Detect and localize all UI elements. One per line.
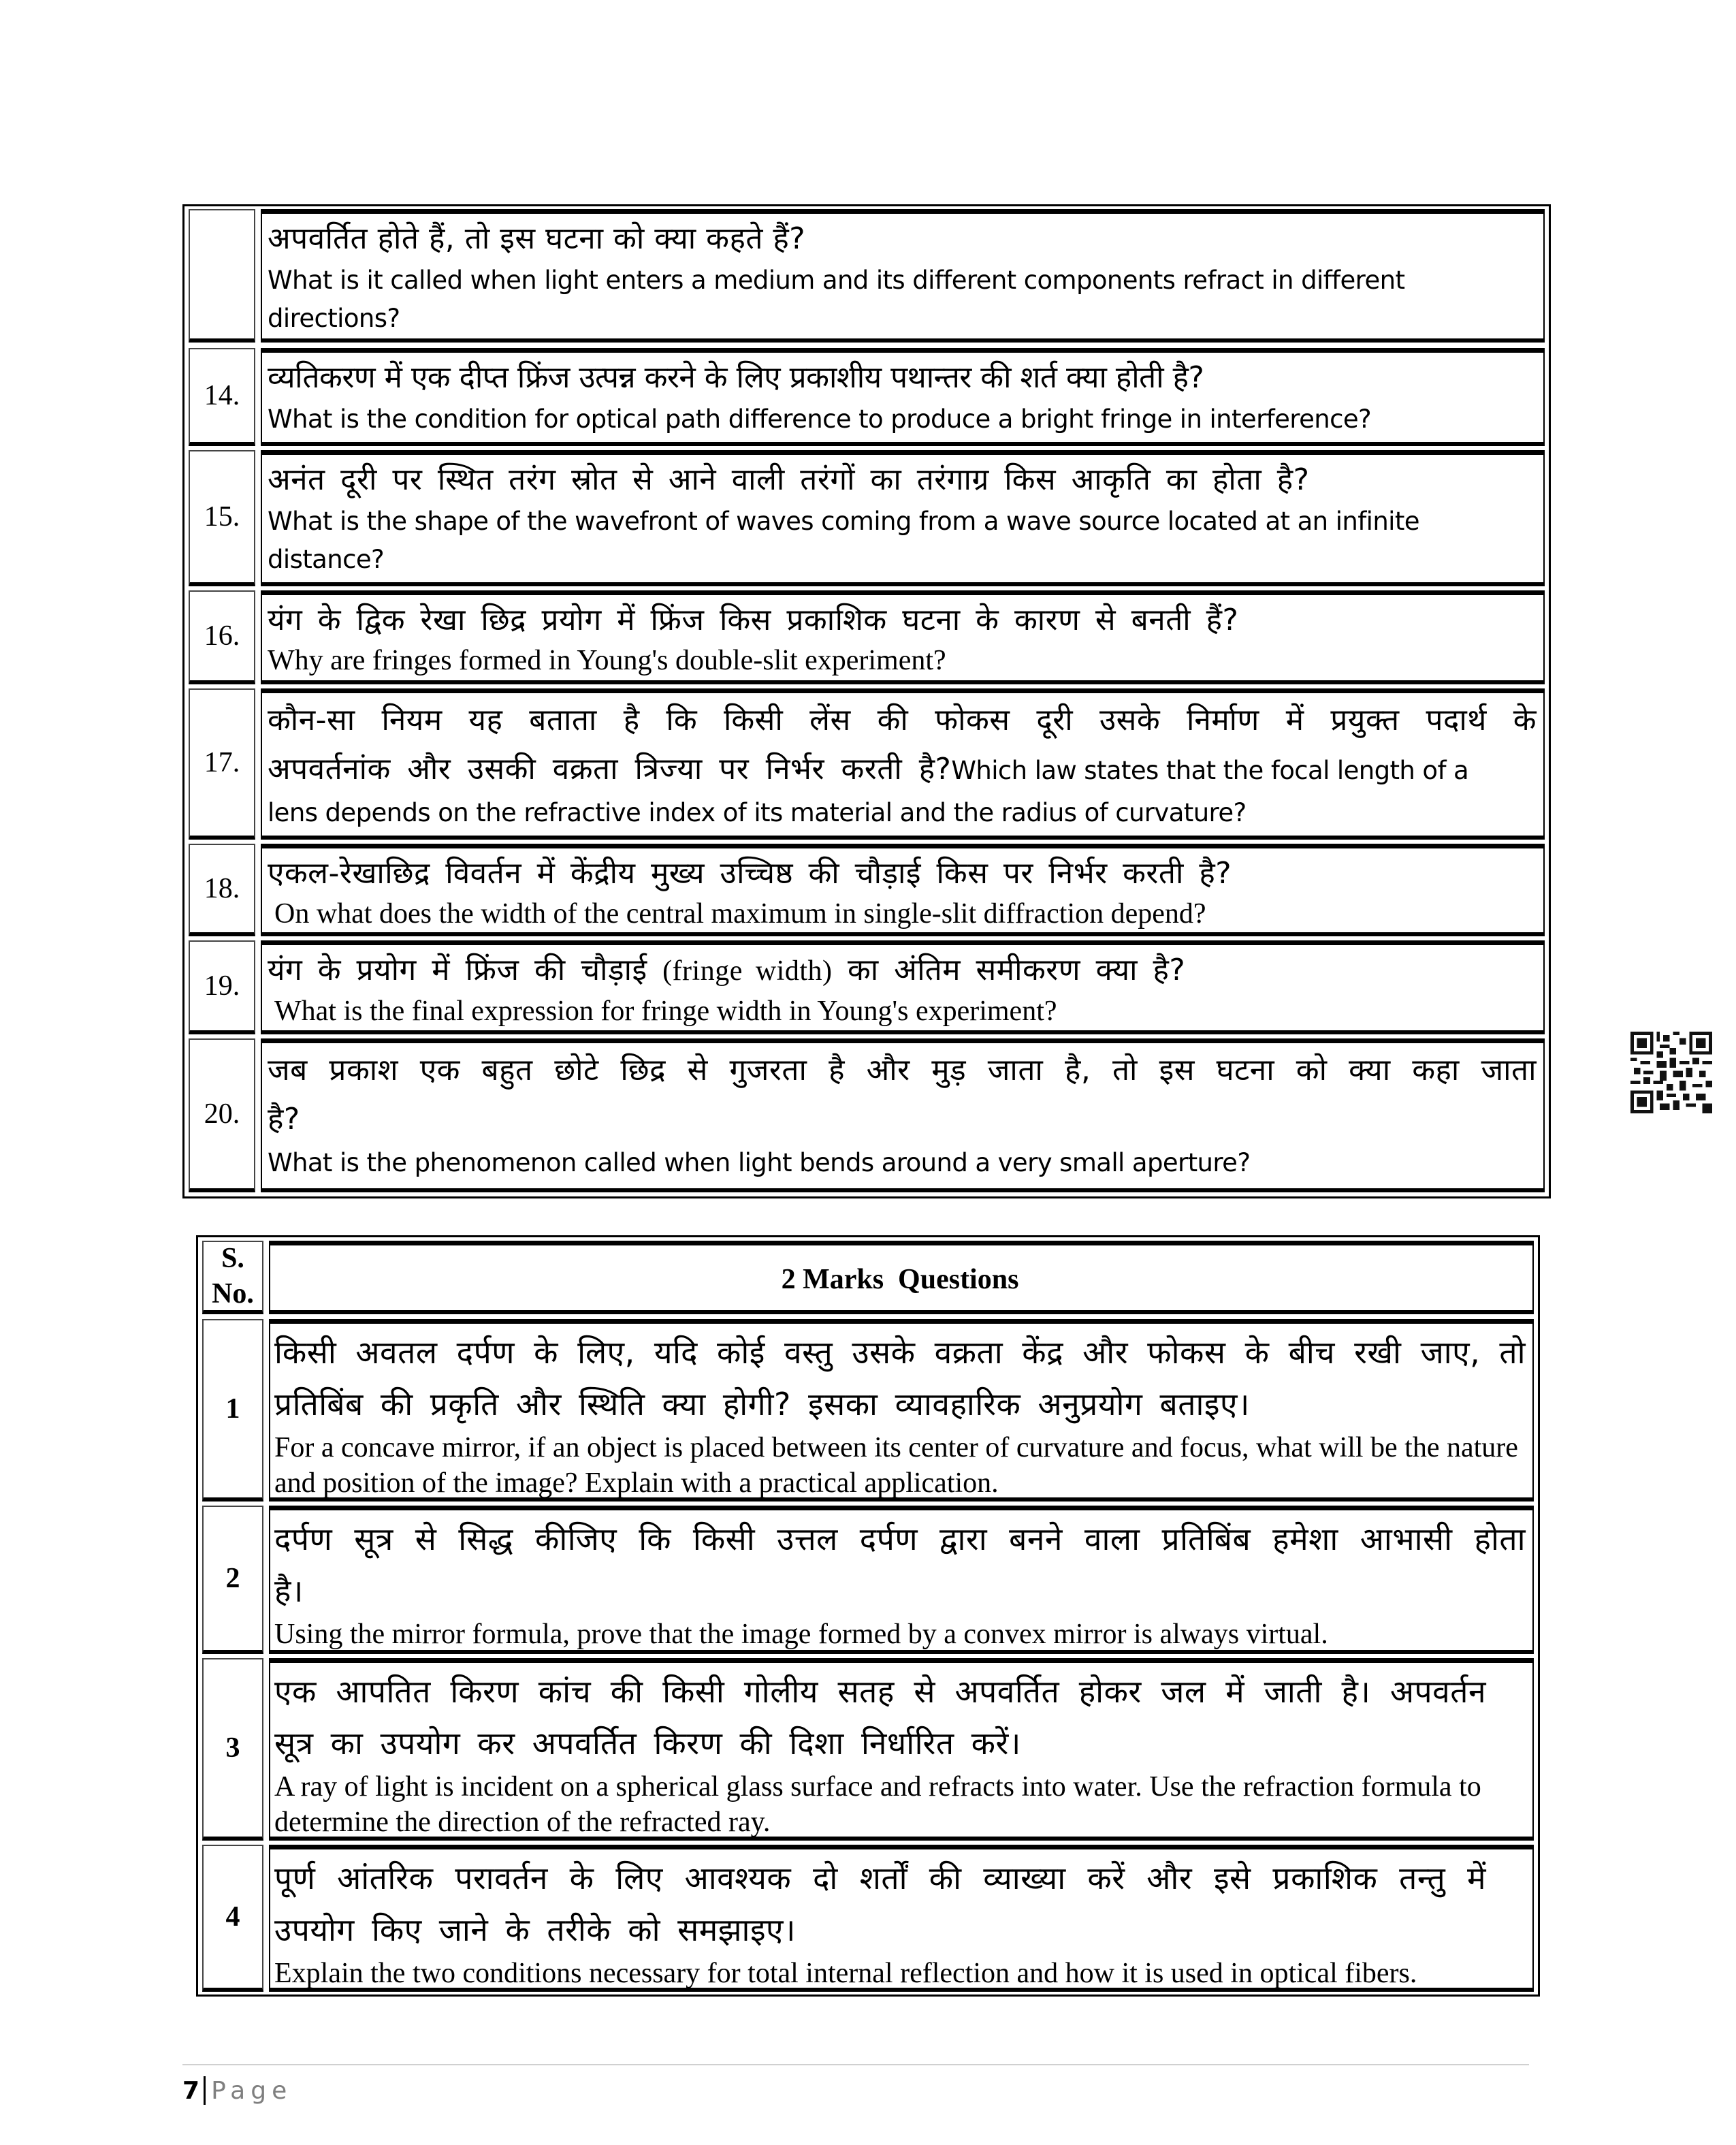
serial-number: 3 [202,1658,263,1841]
page-number: 7 [182,2076,200,2105]
question-english: Using the mirror formula, prove that the image formed by a convex mirror is always virtual. [274,1619,1328,1650]
question-mixed-line2 [268,745,1537,794]
question-cell [261,940,1545,1034]
question-cell [261,209,1545,343]
qr-code-icon [1630,1032,1712,1113]
two-marks-questions-table [196,1235,1540,1997]
table-row [202,1845,1534,1992]
section-title-cell [269,1241,1534,1314]
question-hindi-line1: पूर्ण आंतरिक परावर्तन के लिए आवश्यक दो शर्तों की व्याख्या करें और इसे प्रकाशिक तन्तु में [274,1860,1486,1896]
question-hindi-line1: कौन-सा नियम यह बताता है कि किसी लेंस की फोकस दूरी उसके निर्माण में प्रयुक्त पदार्थ के [268,703,1537,737]
question-hindi: एकल-रेखाछिद्र विवर्तन में केंद्रीय मुख्य उच्चिष्ठ की चौड़ाई किस पर निर्भर करती है? [268,856,1232,891]
question-english: On what does the width of the central maximum in single-slit diffraction depend? [274,898,1206,930]
table-row [189,1038,1545,1192]
serial-number: 20. [189,1038,255,1192]
question-cell [261,450,1545,586]
question-english-line3: lens depends on the refractive index of its material and the radius of curvature? [268,798,1247,827]
serial-header-line1: S. [221,1243,244,1274]
question-english: What is it called when light enters a medium and its different components refract in different directions? [268,266,1405,333]
question-english: For a concave mirror, if an object is placed between its center of curvature and focus, what will be the nature and position of the image? Explain with a practical application. [274,1432,1518,1499]
question-hindi-line2: अपवर्तनांक और उसकी वक्रता त्रिज्या पर निर्भर करती है? [268,752,952,786]
question-cell [269,1658,1534,1841]
question-cell [261,844,1545,936]
question-english: What is the final expression for fringe width in Young's experiment? [274,996,1057,1027]
table-row [202,1319,1534,1502]
question-english-inline: Which law states that the focal length of a [951,756,1469,785]
question-hindi-line1: जब प्रकाश एक बहुत छोटे छिद्र से गुजरता है और मुड़ जाता है, तो इस घटना को क्या कहा जाता [268,1053,1537,1087]
question-hindi-line2: सूत्र का उपयोग कर अपवर्तित किरण की दिशा निर्धारित करें। [274,1725,1021,1762]
page-label: Page [211,2076,293,2105]
table-header-row [202,1241,1534,1314]
footer-separator [204,2076,206,2105]
question-cell [269,1845,1534,1992]
one-mark-questions-table [182,204,1551,1198]
question-cell [261,1038,1545,1192]
question-hindi-line1: दर्पण सूत्र से सिद्ध कीजिए कि किसी उत्तल दर्पण द्वारा बनने वाला प्रतिबिंब हमेशा आभासी होता [274,1521,1526,1557]
serial-number: 17. [189,688,255,840]
question-hindi-line2: प्रतिबिंब की प्रकृति और स्थिति क्या होगी? इसका व्यावहारिक अनुप्रयोग बताइए। [274,1386,1250,1423]
serial-header-line2: No. [212,1278,254,1309]
question-hindi-line1: किसी अवतल दर्पण के लिए, यदि कोई वस्तु उसके वक्रता केंद्र और फोकस के बीच रखी जाए, तो [274,1334,1526,1371]
question-hindi: अनंत दूरी पर स्थित तरंग स्रोत से आने वाली तरंगों का तरंगाग्र किस आकृति का होता है? [268,462,1310,497]
serial-number: 19. [189,940,255,1034]
table-row [202,1506,1534,1654]
question-hindi-line2: है। [274,1572,304,1609]
question-english: What is the condition for optical path difference to produce a bright fringe in interference? [268,404,1372,434]
question-hindi-part1: यंग के प्रयोग में फ्रिंज की चौड़ाई [268,953,663,987]
question-hindi-part2: का अंतिम समीकरण क्या है? [832,953,1186,987]
table-row [189,209,1545,343]
serial-number: 15. [189,450,255,586]
question-hindi-line2: है? [268,1102,300,1137]
question-cell [269,1506,1534,1654]
question-cell [269,1319,1534,1502]
question-cell [261,348,1545,446]
serial-number: 4 [202,1845,263,1992]
question-english: Why are fringes formed in Young's double-slit experiment? [268,645,946,676]
question-english: A ray of light is incident on a spherical glass surface and refracts into water. Use the refraction formula to determine the direction of the refracted ray. [274,1771,1481,1838]
footer-divider [182,2064,1529,2065]
table-row [202,1658,1534,1841]
serial-number-header [202,1241,263,1314]
serial-number: 18. [189,844,255,936]
question-hindi: व्यतिकरण में एक दीप्त फ्रिंज उत्पन्न करने के लिए प्रकाशीय पथान्तर की शर्त क्या होती है? [268,360,1204,395]
question-hindi-line1: एक आपतित किरण कांच की किसी गोलीय सतह से अपवर्तित होकर जल में जाती है। अपवर्तन [274,1673,1486,1710]
serial-number: 1 [202,1319,263,1502]
question-english-term: (fringe width) [662,955,833,987]
table-row [189,590,1545,684]
table-row [189,844,1545,936]
table-row [189,348,1545,446]
question-cell [261,688,1545,840]
question-hindi: अपवर्तित होते हैं, तो इस घटना को क्या कहते हैं? [268,221,806,256]
question-cell [261,590,1545,684]
table-row [189,940,1545,1034]
question-english: What is the phenomenon called when light bends around a very small aperture? [268,1148,1251,1177]
question-hindi-line2: उपयोग किए जाने के तरीके को समझाइए। [274,1911,796,1948]
serial-number [189,209,255,343]
question-hindi: यंग के द्विक रेखा छिद्र प्रयोग में फ्रिंज किस प्रकाशिक घटना के कारण से बनती हैं? [268,603,1239,637]
question-hindi [268,948,1537,994]
table-row [189,688,1545,840]
page-footer [182,2070,292,2111]
serial-number: 16. [189,590,255,684]
section-title: 2 Marks Questions [781,1263,1019,1295]
serial-number: 2 [202,1506,263,1654]
question-english: Explain the two conditions necessary for total internal reflection and how it is used in optical fibers. [274,1958,1417,1989]
question-english: What is the shape of the wavefront of waves coming from a wave source located at an infinite distance? [268,507,1419,574]
serial-number: 14. [189,348,255,446]
table-row [189,450,1545,586]
